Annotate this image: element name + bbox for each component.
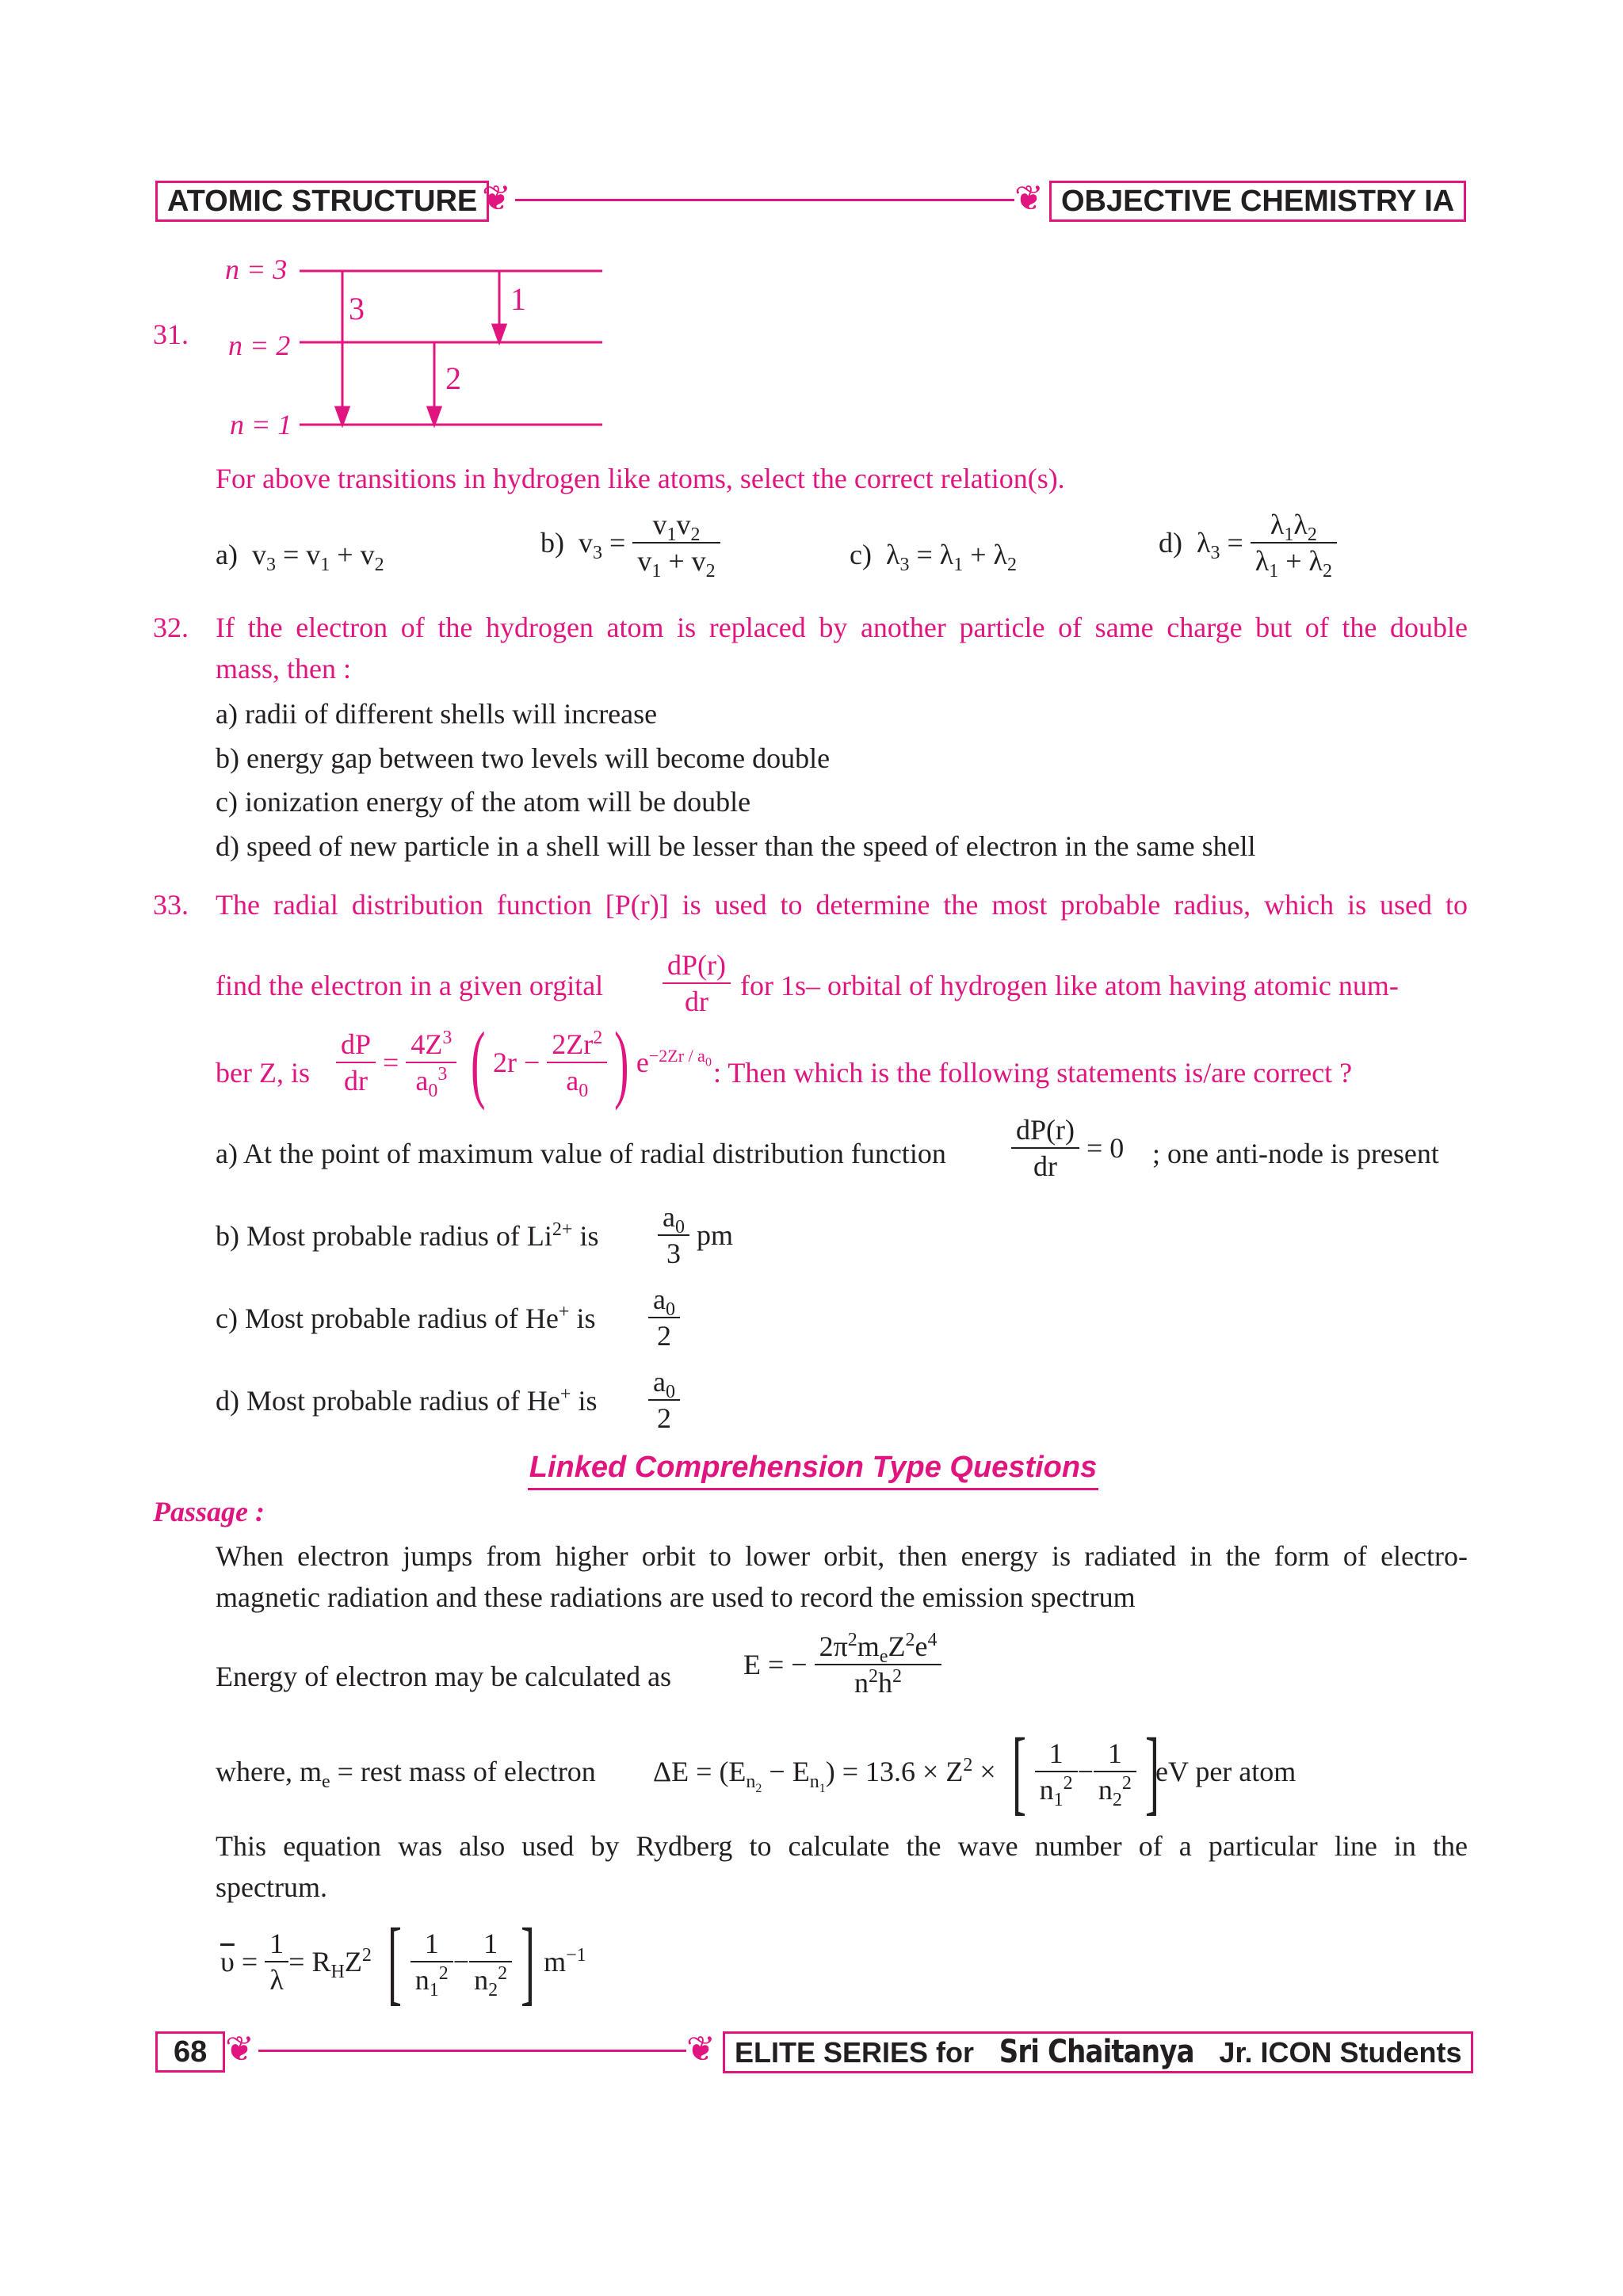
passage-label: Passage : (153, 1496, 265, 1527)
q33-line3-pre: ber Z, is (216, 1057, 310, 1089)
q33-option-b-value: $\frac{a_0}{3}$ pm (658, 1199, 733, 1271)
q31-option-c: c) $\lambda_3 = \lambda_1 + \lambda_2$ (850, 539, 1017, 576)
q31-option-d: d) $\lambda_3$ = $\frac{\lambda_1\lambda_2}{\lambda_1 + \lambda_2}$ (1159, 507, 1337, 578)
brand-name: Sri Chaitanya (999, 2034, 1194, 2070)
header-ornament-right: ❦ (1014, 179, 1044, 218)
q33-option-a-condition: $\frac{dP(r)}{dr}$ = 0 (1011, 1112, 1124, 1184)
q33-line2-pre: find the electron in a given orgital (216, 970, 604, 1001)
page-number: 68 (155, 2031, 225, 2073)
arrow-2 (428, 407, 441, 425)
level-label-n1: n = 1 (230, 409, 292, 441)
q33-line2-post: for 1s– orbital of hydrogen like atom having atomic num- (740, 970, 1399, 1001)
q31-option-a: a) $v_3 = v_1 + v_2$ (216, 539, 384, 576)
energy-label: Energy of electron may be calculated as (216, 1661, 672, 1692)
header-ornament-left: ❦ (482, 179, 511, 218)
where-label: where, $m_e$ = rest mass of electron (216, 1756, 596, 1793)
q33-option-c: c) Most probable radius of He+ is (216, 1302, 596, 1334)
footer-series-box: ELITE SERIES for Sri Chaitanya Jr. ICON Students (723, 2031, 1473, 2073)
passage-para1-line2: magnetic radiation and these radiations are used to record the emission spectrum (216, 1581, 1136, 1613)
q32-option-d: d) speed of new particle in a shell will be lesser than the speed of electron in the same shell (216, 830, 1256, 862)
header-left-title: ATOMIC STRUCTURE (155, 181, 489, 222)
footer-rule (258, 2050, 686, 2052)
q33-option-c-value: $\frac{a_0}{2}$ (648, 1282, 680, 1353)
question-number-32: 32. (153, 612, 189, 643)
q32-option-c: c) ionization energy of the atom will be double (216, 786, 751, 818)
q32-question-line1: If the electron of the hydrogen atom is replaced by another particle of same charge but of the double (216, 612, 1468, 643)
level-label-n3: n = 3 (225, 254, 288, 285)
q33-option-a-pre: a) At the point of maximum value of radial distribution function (216, 1138, 946, 1169)
header-right-title: OBJECTIVE CHEMISTRY IA (1049, 181, 1466, 222)
header-rule (515, 199, 1014, 201)
footer-ornament-left: ❦ (225, 2030, 254, 2069)
q33-option-d-value: $\frac{a_0}{2}$ (648, 1364, 680, 1436)
q33-option-a-post: ; one anti-node is present (1152, 1138, 1439, 1169)
section-heading: Linked Comprehension Type Questions (528, 1447, 1098, 1490)
q33-line1: The radial distribution function [P(r)] is used to determine the most probable radius, which is used to (216, 889, 1468, 921)
q31-question: For above transitions in hydrogen like atoms, select the correct relation(s). (216, 463, 1065, 494)
level-label-n2: n = 2 (228, 330, 291, 361)
arrow-3 (336, 407, 349, 425)
question-number-31: 31. (153, 318, 189, 350)
transition-label-2: 2 (445, 360, 461, 396)
footer-ornament-right: ❦ (686, 2030, 716, 2069)
passage-para2-line1: This equation was also used by Rydberg to calculate the wave number of a particular line in the (216, 1830, 1468, 1862)
q31-option-b: b) $v_3$ = $\frac{v_1v_2}{v_1 + v_2}$ (540, 507, 720, 578)
q33-dpdr-fraction: $\frac{dP(r)}{dr}$ (663, 948, 731, 1019)
transition-label-3: 3 (349, 291, 365, 326)
q33-derivative-formula: $\frac{dP}{dr}$ = $\frac{4Z^3}{a_0^3}$ ( 2r − $\frac{2Zr^2}{a_0}$ ) $e^{-2Zr / a_0}$ (336, 1019, 712, 1106)
q33-option-b: b) Most probable radius of $Li^{2+}$ is (216, 1219, 599, 1252)
q32-option-b: b) energy gap between two levels will become double (216, 742, 831, 774)
q32-option-a: a) radii of different shells will increase (216, 698, 658, 730)
passage-para1-line1: When electron jumps from higher orbit to lower orbit, then energy is radiated in the form of electro- (216, 1540, 1468, 1572)
delta-e-unit: eV per atom (1155, 1756, 1296, 1787)
question-number-33: 33. (153, 889, 189, 921)
transition-label-1: 1 (510, 281, 526, 317)
passage-para2-line2: spectrum. (216, 1871, 327, 1903)
arrow-1 (493, 325, 506, 342)
delta-e-formula: $\Delta E = (E_{n_2} - E_{n_1}) = 13.6 \times Z^2$ × [ $\frac{1}{n_1^2}$ − $\frac{1}{n_2^2}$ ] (653, 1718, 1159, 1824)
rydberg-formula: $\overline{\upsilon}$ = $\frac{1}{\lambda}$ = $R_HZ^2$ [ $\frac{1}{n_1^2}$ − $\frac{1}{n_2^2}$ ] $m^{-1}$ (220, 1909, 586, 2014)
energy-formula: E = − $\frac{2\pi^2m_eZ^2e^4}{n^2h^2}$ (743, 1629, 941, 1700)
q32-question-line2: mass, then : (216, 653, 351, 685)
q33-option-d: d) Most probable radius of He+ is (216, 1384, 598, 1417)
q33-line3-post: : Then which is the following statements is/are correct ? (713, 1057, 1353, 1089)
